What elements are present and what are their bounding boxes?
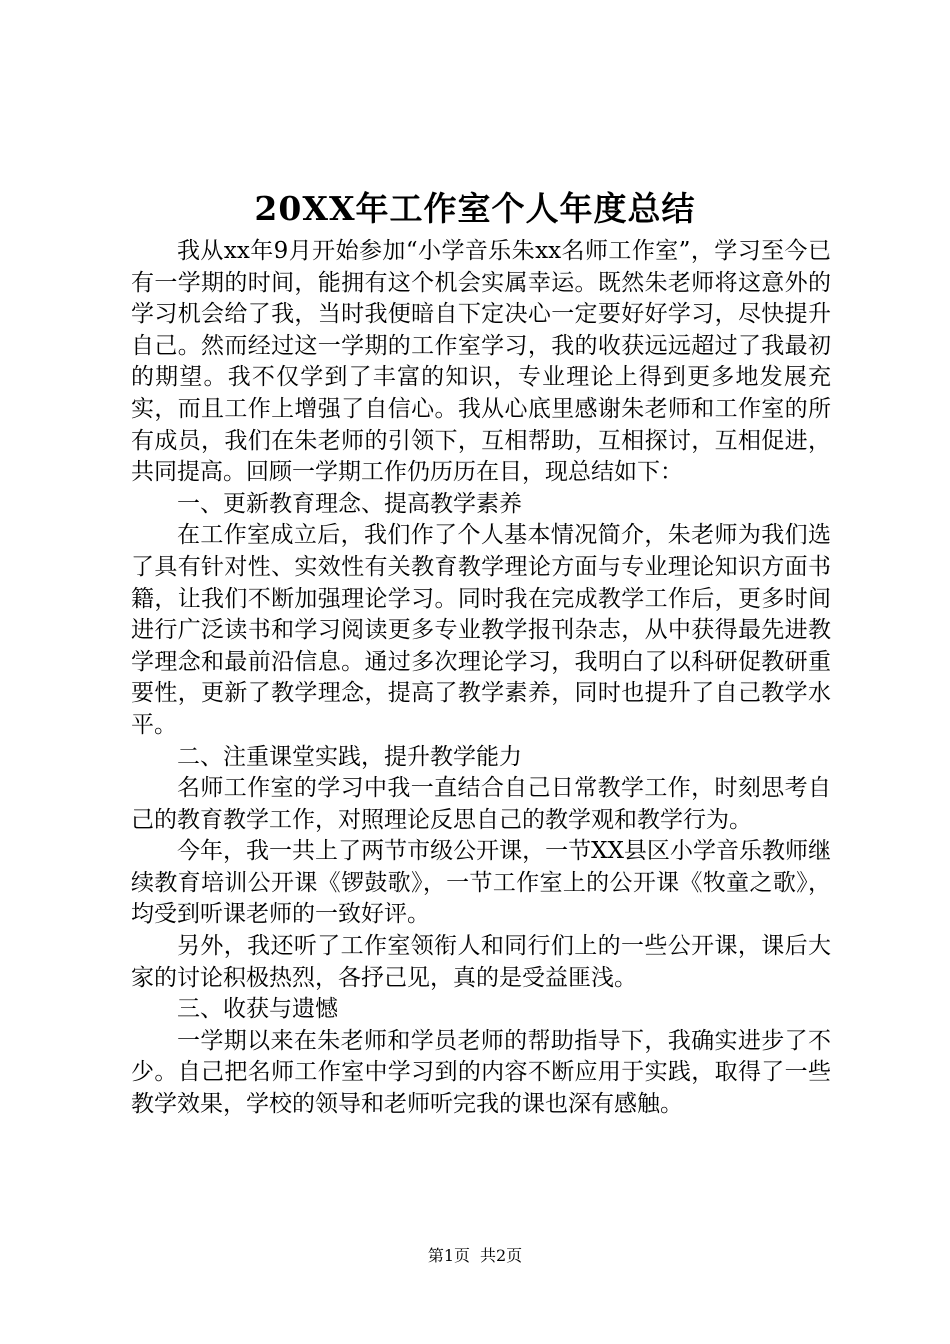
- section-heading-3: 三、收获与遗憾: [177, 996, 338, 1023]
- section-heading-2: 二、注重课堂实践，提升教学能力: [177, 743, 522, 770]
- page-footer: [0, 1245, 950, 1267]
- page-total: 共2页: [480, 1246, 523, 1265]
- section-heading-1: 一、更新教育理念、提高教学素养: [177, 490, 522, 517]
- page-number: 第1页: [427, 1246, 470, 1265]
- section-2-paragraph-3: 另外，我还听了工作室领衔人和同行们上的一些公开课，课后大家的讨论积极热烈，各抒己见，真的是受益匪浅。: [131, 933, 831, 991]
- document-body: [131, 236, 831, 1121]
- intro-paragraph: 我从xx年9月开始参加“小学音乐朱xx名师工作室”，学习至今已有一学期的时间，能拥有这个机会实属幸运。既然朱老师将这意外的学习机会给了我，当时我便暗自下定决心一定要好好学习，尽快提升自己。然而经过这一学期的工作室学习，我的收获远远超过了我最初的期望。我不仅学到了丰富的知识，专业理论上得到更多地发展充实，而且工作上增强了自信心。我从心底里感谢朱老师和工作室的所有成员，我们在朱老师的引领下，互相帮助，互相探讨，互相促进，共同提高。回顾一学期工作仍历历在目，现总结如下：: [131, 238, 831, 486]
- document-title: 20XX年工作室个人年度总结: [254, 189, 696, 228]
- section-2-paragraph-1: 名师工作室的学习中我一直结合自己日常教学工作，时刻思考自己的教育教学工作，对照理论反思自己的教学观和教学行为。: [131, 775, 831, 833]
- section-3-paragraph: 一学期以来在朱老师和学员老师的帮助指导下，我确实进步了不少。自己把名师工作室中学习到的内容不断应用于实践，取得了一些教学效果，学校的领导和老师听完我的课也深有感触。: [131, 1027, 831, 1118]
- section-1-paragraph: 在工作室成立后，我们作了个人基本情况简介，朱老师为我们选了具有针对性、实效性有关教育教学理论方面与专业理论知识方面书籍，让我们不断加强理论学习。同时我在完成教学工作后，更多时间进行广泛读书和学习阅读更多专业教学报刊杂志，从中获得最先进教学理念和最前沿信息。通过多次理论学习，我明白了以科研促教研重要性，更新了教学理念，提高了教学素养，同时也提升了自己教学水平。: [131, 522, 831, 738]
- section-2-paragraph-2: 今年，我一共上了两节市级公开课，一节XX县区小学音乐教师继续教育培训公开课《锣鼓歌》，一节工作室上的公开课《牧童之歌》，均受到听课老师的一致好评。: [131, 838, 831, 928]
